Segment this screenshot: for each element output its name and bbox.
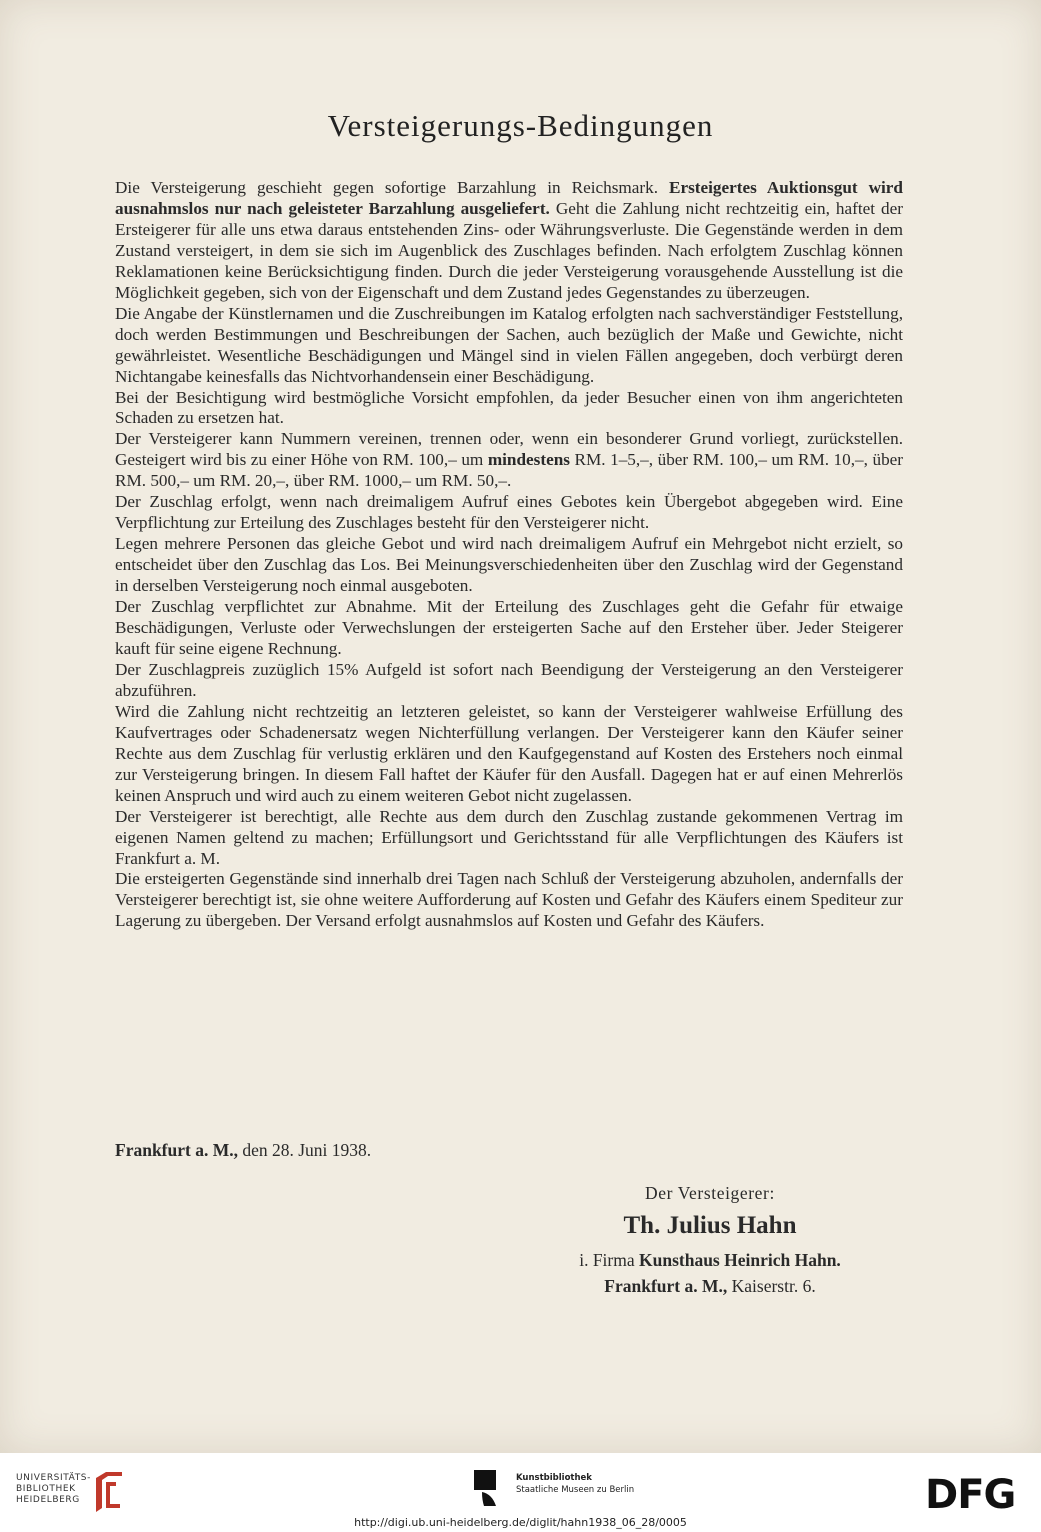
paragraph: Der Zuschlagpreis zuzüglich 15% Aufgeld ist sofort nach Beendigung der Versteigerung an den Versteigerer abzuführen.: [115, 659, 903, 700]
paragraph: Die Versteigerung geschieht gegen sofortige Barzahlung in Reichsmark. Ersteigertes Auktionsgut wird ausnahmslos nur nach geleisteter Barzahlung ausgeliefert. Geht die Zahlung nicht rechtzeitig ein, haftet der Ersteigerer für alle uns etwa daraus entstehenden Zins- oder Währungsverluste. Die Gegenstände werden in dem Zustand versteigert, in dem sie sich im Augenblick des Zuschlages befinden. Nach erfolgtem Zuschlag können Reklamationen keine Berücksichtigung finden. Durch die jeder Versteigerung vorausgehende Ausstellung ist die Möglichkeit gegeben, sich von der Eigenschaft und dem Zustand jedes Gegenstandes zu überzeugen.: [115, 178, 903, 302]
source-url[interactable]: http://digi.ub.uni-heidelberg.de/diglit/hahn1938_06_28/0005: [354, 1516, 687, 1529]
ub-heidelberg-logo-icon: [92, 1468, 126, 1514]
paragraph: Bei der Besichtigung wird bestmögliche Vorsicht empfohlen, da jeder Besucher einen von ihm angerichteten Schaden zu ersetzen hat.: [115, 387, 903, 428]
kunstbibliothek-logo-icon: [474, 1470, 508, 1508]
paragraph: Die Angabe der Künstlernamen und die Zuschreibungen im Katalog erfolgten nach sachverständiger Feststellung, doch werden Bestimmungen und Beschreibungen der Sachen, auch bezüglich der Maße und Gewichte, nicht gewährleistet. Wesentliche Beschädigungen und Mängel sind in vielen Fällen angegeben, doch verbürgt deren Nichtangabe keinesfalls das Nichtvorhandensein einer Beschädigung.: [115, 303, 903, 386]
paragraph: Der Zuschlag verpflichtet zur Abnahme. Mit der Erteilung des Zuschlages geht die Gefahr für etwaige Beschädigungen, Verluste oder Verwechslungen der ersteigerten Sache auf den Ersteher über. Jeder Steigerer kauft für seine eigene Rechnung.: [115, 597, 903, 658]
signature-role: Der Versteigerer:: [645, 1183, 775, 1203]
signature-name: Th. Julius Hahn: [623, 1212, 797, 1239]
signature-address: Frankfurt a. M., Kaiserstr. 6.: [604, 1276, 816, 1296]
paragraph: Der Versteigerer kann Nummern vereinen, trennen oder, wenn ein besonderer Grund vorliegt, zurückstellen. Gesteigert wird bis zu einer Höhe von RM. 100,– um mindestens RM. 1–5,–, über RM. 100,– um RM. 10,–, über RM. 500,– um RM. 20,–, über RM. 1000,– um RM. 50,–.: [115, 429, 904, 491]
ub-heidelberg-logo-text[interactable]: UNIVERSITÄTS- BIBLIOTHEK HEIDELBERG: [16, 1473, 91, 1505]
paragraph: Wird die Zahlung nicht rechtzeitig an letzteren geleistet, so kann der Versteigerer wahlweise Erfüllung des Kaufvertrages oder Schadenersatz wegen Nichterfüllung verlangen. Der Versteigerer kann den Käufer seiner Rechte aus dem Zuschlag für verlustig erklären und den Kaufgegenstand auf Kosten des Erstehers noch einmal zur Versteigerung bringen. In diesem Fall haftet der Käufer für den Ausfall. Dagegen hat er auf einen Mehrerlös keinen Anspruch und wird auch zu einem weiteren Gebot nicht zugelassen.: [115, 701, 903, 805]
auction-conditions-text: [115, 178, 903, 932]
paragraph: Der Zuschlag erfolgt, wenn nach dreimaligem Aufruf eines Gebotes kein Übergebot abgegeben wird. Eine Verpflichtung zur Erteilung des Zuschlages besteht für den Versteigerer nicht.: [115, 492, 903, 533]
paragraph: Legen mehrere Personen das gleiche Gebot und wird nach dreimaligem Aufruf ein Mehrgebot nicht erzielt, so entscheidet über den Zuschlag das Los. Bei Meinungsverschiedenheiten über den Zuschlag wird der Gegenstand in derselben Versteigerung noch einmal ausgeboten.: [115, 534, 903, 596]
dfg-logo[interactable]: DFG: [925, 1472, 1016, 1518]
page-title: Versteigerungs-Bedingungen: [327, 108, 714, 143]
paragraph: Die ersteigerten Gegenstände sind innerhalb drei Tagen nach Schluß der Versteigerung abzuholen, andernfalls der Versteigerer berechtigt ist, sie ohne weitere Aufforderung auf Kosten und Gefahr des Käufers einem Spediteur zur Lagerung zu übergeben. Der Versand erfolgt ausnahmslos auf Kosten und Gefahr des Käufers.: [115, 869, 903, 931]
kunstbibliothek-logo-text[interactable]: Kunstbibliothek Staatliche Museen zu Berlin: [516, 1473, 635, 1495]
dateline: Frankfurt a. M., den 28. Juni 1938.: [115, 1140, 372, 1160]
signature-firm: i. Firma Kunsthaus Heinrich Hahn.: [579, 1250, 841, 1270]
paragraph: Der Versteigerer ist berechtigt, alle Rechte aus dem durch den Zuschlag zustande gekommenen Vertrag im eigenen Namen geltend zu machen; Erfüllungsort und Gerichtsstand für alle Verpflichtungen des Käufers ist Frankfurt a. M.: [115, 806, 903, 868]
